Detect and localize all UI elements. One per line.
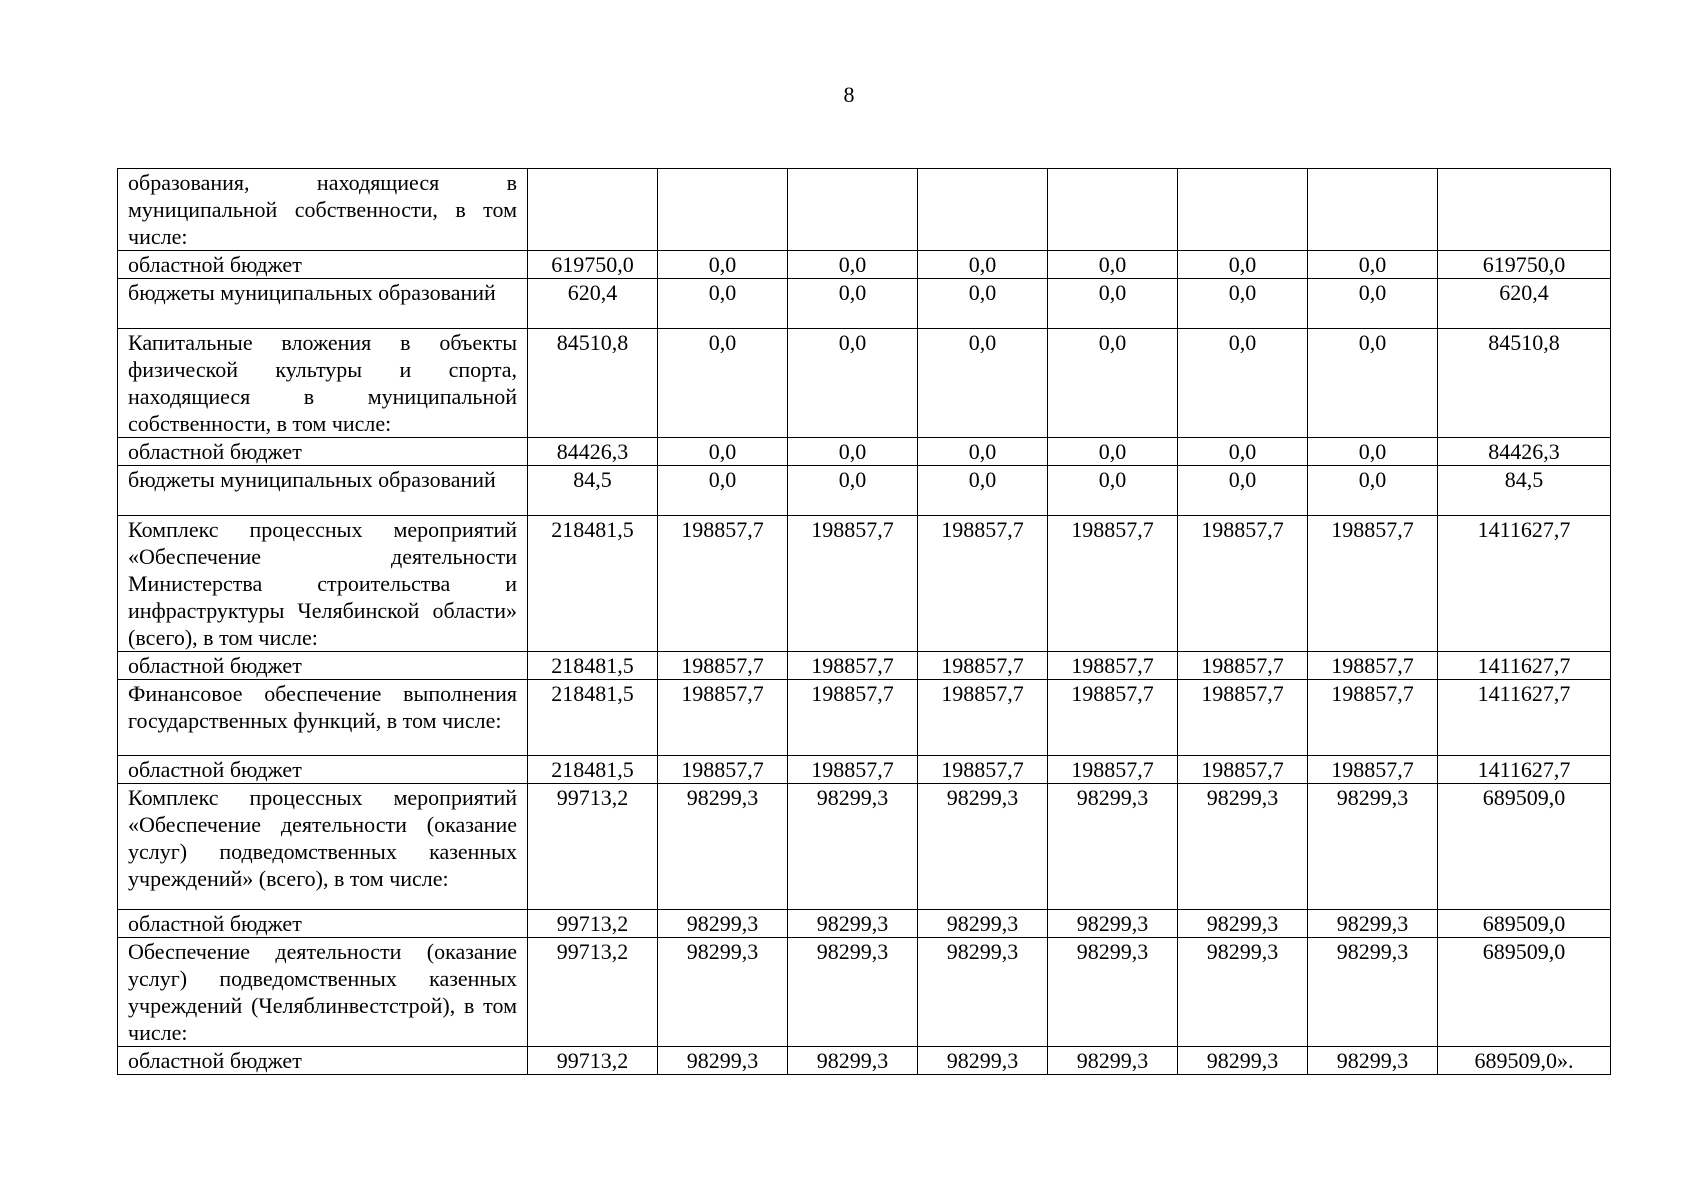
row-value-cell: 0,0 — [658, 329, 788, 438]
row-value-cell — [1048, 169, 1178, 251]
table-row — [118, 784, 1611, 910]
row-value-cell: 198857,7 — [658, 756, 788, 784]
row-label: образования, находящиеся в муниципальной собственности, в том числе: — [118, 169, 528, 251]
row-value-cell — [528, 169, 658, 251]
row-value-cell — [658, 169, 788, 251]
row-value-cell: 84510,8 — [528, 329, 658, 438]
page-number: 8 — [843, 82, 855, 107]
row-value-cell: 98299,3 — [788, 938, 918, 1047]
table-row — [118, 910, 1611, 938]
row-value-cell: 0,0 — [1308, 466, 1438, 516]
row-value-cell: 0,0 — [1048, 251, 1178, 279]
row-value-cell: 198857,7 — [658, 680, 788, 756]
row-value-cell — [918, 169, 1048, 251]
row-value-cell: 198857,7 — [788, 756, 918, 784]
row-value-cell: 98299,3 — [658, 1047, 788, 1075]
budget-table — [117, 168, 1611, 1075]
row-value-cell: 0,0 — [918, 251, 1048, 279]
row-value-cell: 198857,7 — [918, 680, 1048, 756]
row-value-cell: 198857,7 — [788, 516, 918, 652]
row-value-cell: 198857,7 — [658, 652, 788, 680]
row-value-cell: 98299,3 — [918, 784, 1048, 910]
row-label: областной бюджет — [118, 652, 528, 680]
row-value-cell: 218481,5 — [528, 680, 658, 756]
row-value-cell: 0,0 — [1178, 329, 1308, 438]
row-label: Комплекс процессных мероприятий «Обеспечение деятельности (оказание услуг) подведомственных казенных учреждений» (всего), в том числе: — [118, 784, 528, 910]
row-value-cell: 198857,7 — [1178, 680, 1308, 756]
row-value-cell: 84426,3 — [528, 438, 658, 466]
row-label: областной бюджет — [118, 1047, 528, 1075]
row-value-cell: 98299,3 — [1048, 910, 1178, 938]
row-label: бюджеты муниципальных образований — [118, 466, 528, 516]
row-label: Комплекс процессных мероприятий «Обеспечение деятельности Министерства строительства и инфраструктуры Челябинской области» (всего), в том числе: — [118, 516, 528, 652]
row-value-cell: 198857,7 — [1178, 516, 1308, 652]
row-total-cell: 84,5 — [1438, 466, 1611, 516]
row-value-cell: 98299,3 — [1048, 784, 1178, 910]
row-value-cell: 84,5 — [528, 466, 658, 516]
row-value-cell: 0,0 — [658, 466, 788, 516]
table-row — [118, 680, 1611, 756]
table-row — [118, 938, 1611, 1047]
row-value-cell: 0,0 — [1178, 438, 1308, 466]
row-value-cell: 0,0 — [788, 251, 918, 279]
row-value-cell: 198857,7 — [1048, 680, 1178, 756]
row-value-cell: 98299,3 — [1308, 784, 1438, 910]
table-row — [118, 756, 1611, 784]
row-value-cell: 98299,3 — [1178, 938, 1308, 1047]
row-total-cell — [1438, 169, 1611, 251]
row-value-cell: 198857,7 — [1048, 516, 1178, 652]
row-value-cell: 0,0 — [1308, 438, 1438, 466]
row-value-cell: 198857,7 — [788, 652, 918, 680]
row-value-cell: 0,0 — [658, 251, 788, 279]
row-label: областной бюджет — [118, 910, 528, 938]
row-value-cell: 98299,3 — [918, 910, 1048, 938]
row-total-cell: 1411627,7 — [1438, 756, 1611, 784]
row-value-cell: 198857,7 — [918, 756, 1048, 784]
row-value-cell: 98299,3 — [788, 1047, 918, 1075]
row-label: Обеспечение деятельности (оказание услуг) подведомственных казенных учреждений (Челяблинвестстрой), в том числе: — [118, 938, 528, 1047]
table-row — [118, 1047, 1611, 1075]
row-value-cell — [788, 169, 918, 251]
row-value-cell: 198857,7 — [658, 516, 788, 652]
row-label: областной бюджет — [118, 251, 528, 279]
row-value-cell: 99713,2 — [528, 1047, 658, 1075]
row-value-cell: 98299,3 — [1178, 910, 1308, 938]
row-value-cell: 198857,7 — [1048, 652, 1178, 680]
row-value-cell — [1308, 169, 1438, 251]
row-value-cell: 198857,7 — [1308, 652, 1438, 680]
row-total-cell: 1411627,7 — [1438, 652, 1611, 680]
row-value-cell: 198857,7 — [1308, 516, 1438, 652]
table-body — [118, 169, 1611, 1075]
row-value-cell: 198857,7 — [1308, 756, 1438, 784]
row-value-cell: 98299,3 — [658, 784, 788, 910]
row-value-cell: 198857,7 — [1308, 680, 1438, 756]
table-row — [118, 652, 1611, 680]
row-value-cell: 198857,7 — [1048, 756, 1178, 784]
row-value-cell: 0,0 — [1178, 466, 1308, 516]
row-value-cell: 0,0 — [918, 279, 1048, 329]
row-value-cell: 0,0 — [1308, 329, 1438, 438]
row-value-cell: 0,0 — [918, 466, 1048, 516]
row-value-cell: 98299,3 — [1308, 938, 1438, 1047]
row-label: бюджеты муниципальных образований — [118, 279, 528, 329]
table-row — [118, 169, 1611, 251]
row-value-cell: 0,0 — [1048, 279, 1178, 329]
table-row — [118, 279, 1611, 329]
row-value-cell: 0,0 — [788, 438, 918, 466]
table-row — [118, 251, 1611, 279]
row-total-cell: 620,4 — [1438, 279, 1611, 329]
row-value-cell: 0,0 — [658, 279, 788, 329]
row-value-cell: 0,0 — [918, 438, 1048, 466]
row-total-cell: 689509,0 — [1438, 910, 1611, 938]
row-value-cell: 99713,2 — [528, 784, 658, 910]
row-value-cell: 218481,5 — [528, 756, 658, 784]
row-total-cell: 1411627,7 — [1438, 516, 1611, 652]
row-value-cell: 98299,3 — [658, 910, 788, 938]
row-value-cell: 98299,3 — [1178, 1047, 1308, 1075]
row-value-cell: 98299,3 — [918, 938, 1048, 1047]
row-value-cell: 0,0 — [788, 329, 918, 438]
table-row — [118, 466, 1611, 516]
row-total-cell: 689509,0 — [1438, 784, 1611, 910]
row-total-cell: 689509,0». — [1438, 1047, 1611, 1075]
row-value-cell: 198857,7 — [918, 652, 1048, 680]
row-value-cell: 0,0 — [1048, 329, 1178, 438]
row-value-cell: 0,0 — [1308, 279, 1438, 329]
row-total-cell: 689509,0 — [1438, 938, 1611, 1047]
row-value-cell: 198857,7 — [1178, 652, 1308, 680]
table-row — [118, 329, 1611, 438]
row-value-cell: 0,0 — [1178, 279, 1308, 329]
row-value-cell: 99713,2 — [528, 910, 658, 938]
row-value-cell: 620,4 — [528, 279, 658, 329]
row-value-cell: 0,0 — [788, 279, 918, 329]
row-value-cell: 98299,3 — [1308, 1047, 1438, 1075]
row-value-cell: 619750,0 — [528, 251, 658, 279]
row-value-cell: 98299,3 — [658, 938, 788, 1047]
table-row — [118, 438, 1611, 466]
row-value-cell — [1178, 169, 1308, 251]
row-value-cell: 0,0 — [1308, 251, 1438, 279]
row-value-cell: 0,0 — [1178, 251, 1308, 279]
row-label: Финансовое обеспечение выполнения государственных функций, в том числе: — [118, 680, 528, 756]
row-value-cell: 0,0 — [1048, 466, 1178, 516]
row-value-cell: 0,0 — [1048, 438, 1178, 466]
row-label: Капитальные вложения в объекты физической культуры и спорта, находящиеся в муниципальной собственности, в том числе: — [118, 329, 528, 438]
row-value-cell: 98299,3 — [1178, 784, 1308, 910]
row-value-cell: 198857,7 — [918, 516, 1048, 652]
table-row — [118, 516, 1611, 652]
row-value-cell: 98299,3 — [918, 1047, 1048, 1075]
row-value-cell: 98299,3 — [1048, 1047, 1178, 1075]
row-total-cell: 619750,0 — [1438, 251, 1611, 279]
row-value-cell: 198857,7 — [1178, 756, 1308, 784]
row-total-cell: 84426,3 — [1438, 438, 1611, 466]
row-value-cell: 98299,3 — [1048, 938, 1178, 1047]
row-label: областной бюджет — [118, 756, 528, 784]
row-value-cell: 98299,3 — [788, 910, 918, 938]
row-value-cell: 218481,5 — [528, 516, 658, 652]
row-value-cell: 198857,7 — [788, 680, 918, 756]
row-label: областной бюджет — [118, 438, 528, 466]
row-value-cell: 98299,3 — [1308, 910, 1438, 938]
row-value-cell: 0,0 — [788, 466, 918, 516]
row-value-cell: 98299,3 — [788, 784, 918, 910]
row-value-cell: 0,0 — [658, 438, 788, 466]
row-total-cell: 84510,8 — [1438, 329, 1611, 438]
row-value-cell: 99713,2 — [528, 938, 658, 1047]
row-total-cell: 1411627,7 — [1438, 680, 1611, 756]
row-value-cell: 0,0 — [918, 329, 1048, 438]
row-value-cell: 218481,5 — [528, 652, 658, 680]
